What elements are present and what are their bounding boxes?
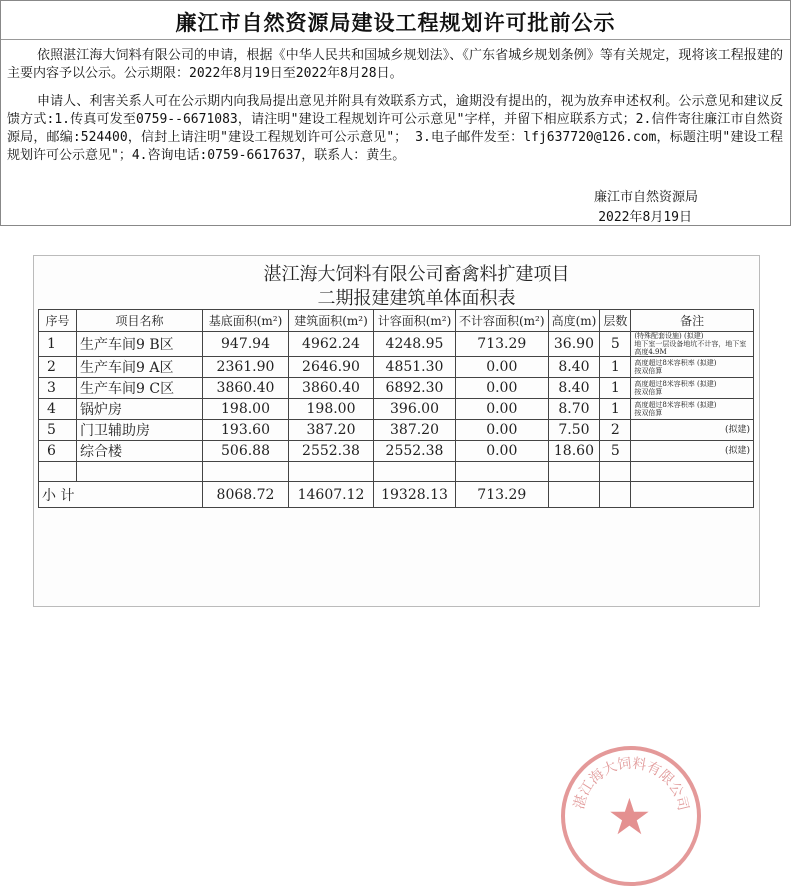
cell-note <box>631 399 754 420</box>
table-row <box>39 357 754 378</box>
cell-empty <box>600 462 631 482</box>
cell-height: 8.40 <box>548 357 600 378</box>
note-line-1: 高度超过8米容积率 (拟建) <box>634 380 717 388</box>
cell-far-area: 387.20 <box>374 420 456 441</box>
cell-index: 1 <box>39 332 77 357</box>
cell-empty <box>374 462 456 482</box>
cell-height: 36.90 <box>548 332 600 357</box>
table-row <box>39 420 754 441</box>
note-line-1: 高度超过8米容积率 (拟建) <box>634 401 717 409</box>
seal-text: 湛江海大饲料有限公司 <box>571 755 691 813</box>
cell-index: 5 <box>39 420 77 441</box>
note-line-2: 按双倍算 <box>634 409 663 417</box>
table-row <box>39 441 754 462</box>
cell-name: 门卫辅助房 <box>77 420 203 441</box>
cell-base-area: 3860.40 <box>203 378 289 399</box>
cell-note <box>631 441 754 462</box>
cell-non-far-area: 0.00 <box>456 357 549 378</box>
cell-empty <box>548 482 600 508</box>
cell-height: 8.70 <box>548 399 600 420</box>
cell-floor-area: 387.20 <box>289 420 374 441</box>
header-floor-area: 建筑面积(m²) <box>289 310 374 332</box>
header-non-far-area: 不计容面积(m²) <box>456 310 549 332</box>
cell-far-area: 2552.38 <box>374 441 456 462</box>
cell-empty <box>39 462 77 482</box>
area-sheet-image <box>33 255 760 846</box>
table-total-row <box>39 482 754 508</box>
cell-far-area: 4851.30 <box>374 357 456 378</box>
cell-non-far-area: 0.00 <box>456 378 549 399</box>
cell-base-area: 2361.90 <box>203 357 289 378</box>
note-line-2: 按双倍算 <box>634 388 663 396</box>
total-non-far-area: 713.29 <box>456 482 549 508</box>
cell-floors: 1 <box>600 357 631 378</box>
note-line-1: (拟建) <box>724 425 750 435</box>
notice-title: 廉江市自然资源局建设工程规划许可批前公示 <box>175 11 616 35</box>
cell-index: 4 <box>39 399 77 420</box>
table-row <box>39 332 754 357</box>
header-height: 高度(m) <box>548 310 600 332</box>
notice-signature: 廉江市自然资源局 <box>593 190 698 205</box>
cell-empty <box>600 482 631 508</box>
cell-note <box>631 420 754 441</box>
sheet-title: 湛江海大饲料有限公司畜禽料扩建项目 <box>263 264 570 285</box>
cell-empty <box>631 482 754 508</box>
cell-name: 综合楼 <box>77 441 203 462</box>
cell-index: 2 <box>39 357 77 378</box>
cell-note <box>631 378 754 399</box>
cell-floors: 5 <box>600 332 631 357</box>
cell-note <box>631 357 754 378</box>
total-floor-area: 14607.12 <box>289 482 374 508</box>
sheet-subtitle: 二期报建建筑单体面积表 <box>317 288 516 309</box>
cell-name: 生产车间9 C区 <box>77 378 203 399</box>
notice-date: 2022年8月19日 <box>598 210 692 225</box>
cell-floors: 5 <box>600 441 631 462</box>
cell-floor-area: 3860.40 <box>289 378 374 399</box>
total-label: 小 计 <box>39 482 203 508</box>
header-far-area: 计容面积(m²) <box>374 310 456 332</box>
cell-floor-area: 4962.24 <box>289 332 374 357</box>
cell-note <box>631 332 754 357</box>
header-note: 备注 <box>631 310 754 332</box>
note-line-2: 地下室一层设备地坑不计容，地下室高度4.9M <box>634 340 747 356</box>
cell-far-area: 6892.30 <box>374 378 456 399</box>
header-base-area: 基底面积(m²) <box>203 310 289 332</box>
cell-floor-area: 2552.38 <box>289 441 374 462</box>
notice-paragraph-2: 申请人、利害关系人可在公示期内向我局提出意见并附具有效联系方式，逾期没有提出的，视为放弃申述权利。公示意见和建议反馈方式:1.传真可发至0759--6671083，请注明"建设工程规划许可公示意见"字样，并留下相应联系方式；2.信件寄往廉江市自然资源局，邮编:524400，信封上请注明"建设工程规划许可公示意见"； 3.电子邮件发至：lfj637720@126.com，标题注明"建设工程规划许可公示意见"；4.咨询电话:0759-6617637，联系人：黄生。 <box>7 94 783 163</box>
table-row <box>39 378 754 399</box>
cell-empty <box>77 462 203 482</box>
header-index: 序号 <box>39 310 77 332</box>
cell-name: 生产车间9 A区 <box>77 357 203 378</box>
header-floors: 层数 <box>600 310 631 332</box>
header-name: 项目名称 <box>77 310 203 332</box>
title-divider <box>1 39 790 40</box>
table-row-blank <box>39 462 754 482</box>
cell-index: 6 <box>39 441 77 462</box>
notice-paragraph-1: 依照湛江海大饲料有限公司的申请，根据《中华人民共和国城乡规划法》、《广东省城乡规划条例》等有关规定，现将该工程报建的主要内容予以公示。公示期限：2022年8月19日至2022年8月28日。 <box>7 48 783 81</box>
area-table <box>38 309 754 508</box>
cell-empty <box>289 462 374 482</box>
cell-non-far-area: 0.00 <box>456 399 549 420</box>
cell-index: 3 <box>39 378 77 399</box>
cell-base-area: 506.88 <box>203 441 289 462</box>
cell-non-far-area: 0.00 <box>456 420 549 441</box>
note-line-1: 高度超过8米容积率 (拟建) <box>634 359 717 367</box>
cell-base-area: 198.00 <box>203 399 289 420</box>
note-line-2: 按双倍算 <box>634 367 663 375</box>
cell-floor-area: 198.00 <box>289 399 374 420</box>
notice-panel <box>0 0 791 226</box>
cell-empty <box>548 462 600 482</box>
cell-floors: 1 <box>600 378 631 399</box>
note-line-1: (特殊配套设施) (拟建) <box>634 332 704 340</box>
cell-far-area: 396.00 <box>374 399 456 420</box>
cell-non-far-area: 0.00 <box>456 441 549 462</box>
table-header-row <box>39 310 754 332</box>
cell-base-area: 193.60 <box>203 420 289 441</box>
star-icon: ★ <box>607 788 652 846</box>
cell-empty <box>203 462 289 482</box>
cell-far-area: 4248.95 <box>374 332 456 357</box>
cell-floors: 1 <box>600 399 631 420</box>
cell-non-far-area: 713.29 <box>456 332 549 357</box>
note-line-1: (拟建) <box>724 446 750 456</box>
cell-height: 18.60 <box>548 441 600 462</box>
cell-floors: 2 <box>600 420 631 441</box>
cell-name: 生产车间9 B区 <box>77 332 203 357</box>
cell-height: 8.40 <box>548 378 600 399</box>
table-row <box>39 399 754 420</box>
cell-empty <box>456 462 549 482</box>
cell-floor-area: 2646.90 <box>289 357 374 378</box>
total-far-area: 19328.13 <box>374 482 456 508</box>
cell-base-area: 947.94 <box>203 332 289 357</box>
cell-empty <box>631 462 754 482</box>
company-seal <box>561 746 701 886</box>
cell-height: 7.50 <box>548 420 600 441</box>
total-base-area: 8068.72 <box>203 482 289 508</box>
cell-name: 锅炉房 <box>77 399 203 420</box>
